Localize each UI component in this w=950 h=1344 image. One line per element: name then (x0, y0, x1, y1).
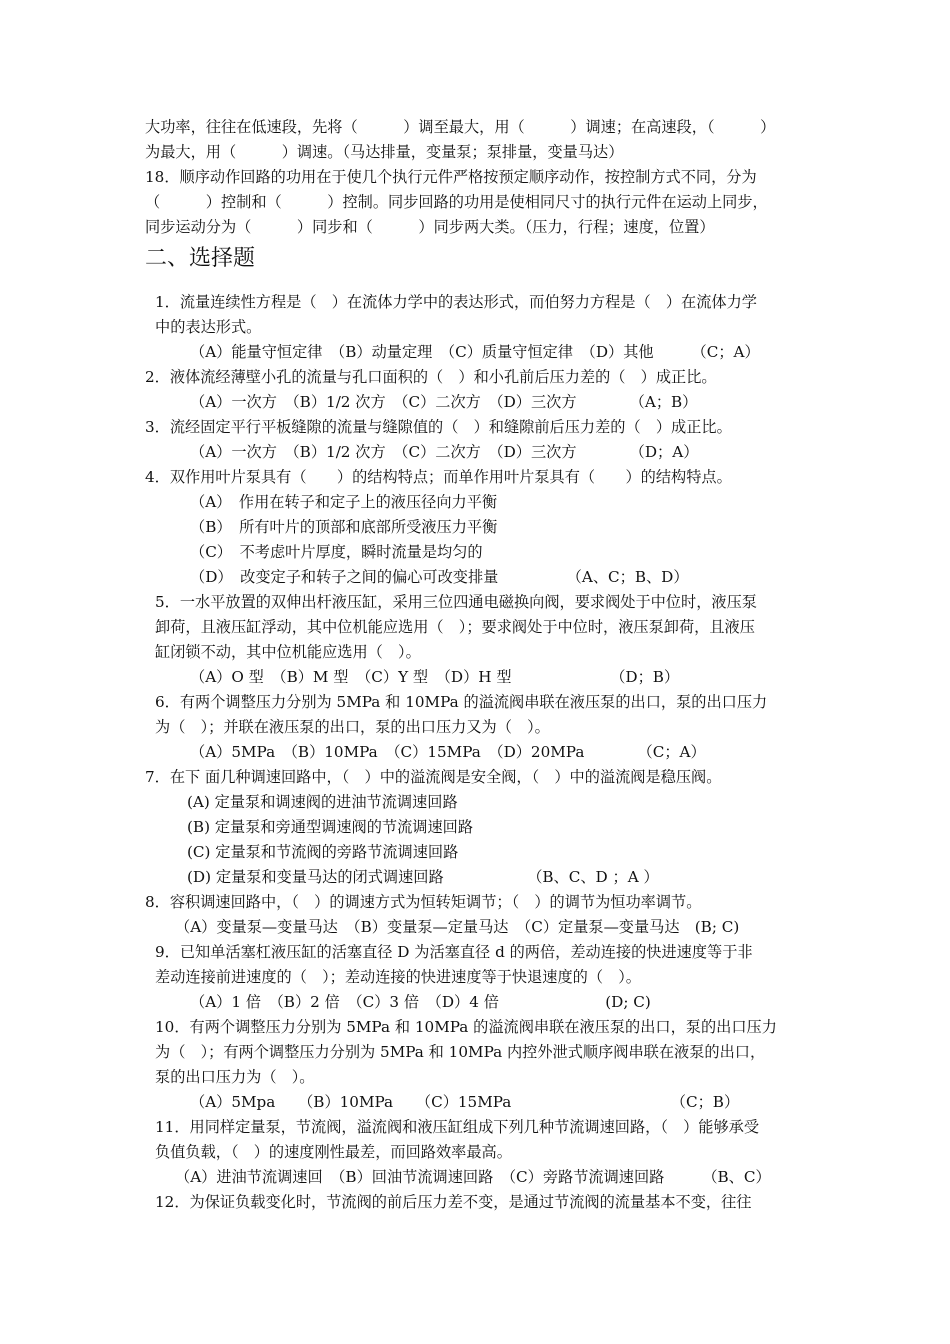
question-7-option-c: (C) 定量泵和节流阀的旁路节流调速回路 (187, 843, 459, 861)
question-1-line-2: 中的表达形式。 (155, 318, 262, 336)
question-11-options: （A）进油节流调速回 （B）回油节流调速回路 （C）旁路节流调速回路 （B、C） (175, 1168, 771, 1186)
question-2-line-1: 2．液体流经薄壁小孔的流量与孔口面积的（ ）和小孔前后压力差的（ ）成正比。 (145, 368, 717, 386)
question-5-line-1: 5．一水平放置的双伸出杆液压缸，采用三位四通电磁换向阀，要求阀处于中位时，液压泵 (155, 593, 757, 611)
question-9-options: （A）1 倍 （B）2 倍 （C）3 倍 （D）4 倍 (D; C) (190, 993, 651, 1011)
question-8-options: （A）变量泵—变量马达 （B）变量泵—定量马达 （C）定量泵—变量马达 (B; C) (175, 918, 740, 936)
question-11-line-1: 11．用同样定量泵，节流阀，溢流阀和液压缸组成下列几种节流调速回路，（ ）能够承受 (155, 1118, 760, 1136)
question-6-line-2: 为（ ）；并联在液压泵的出口，泵的出口压力又为（ ）。 (155, 718, 550, 736)
question-7-option-b: (B) 定量泵和旁通型调速阀的节流调速回路 (187, 818, 474, 836)
question-10-line-2: 为（ ）；有两个调整压力分别为 5MPa 和 10MPa 内控外泄式顺序阀串联在液泵的出口， (155, 1043, 766, 1061)
text-line-3: 18．顺序动作回路的功用在于使几个执行元件严格按预定顺序动作，按控制方式不同，分为 (145, 168, 757, 186)
text-line-2: 为最大，用（ ）调速。（马达排量，变量泵；泵排量，变量马达） (145, 143, 624, 161)
question-6-options: （A）5MPa （B）10MPa （C）15MPa （D）20MPa （C；A） (190, 743, 706, 761)
question-4-option-a: （A） 作用在转子和定子上的液压径向力平衡 (190, 493, 498, 511)
question-12-line-1: 12．为保证负载变化时，节流阀的前后压力差不变，是通过节流阀的流量基本不变，往往 (155, 1193, 752, 1211)
question-1-options: （A）能量守恒定律 （B）动量定理 （C）质量守恒定律 （D）其他 （C；A） (190, 343, 760, 361)
text-line-5: 同步运动分为（ ）同步和（ ）同步两大类。（压力，行程；速度，位置） (145, 218, 715, 236)
question-7-line-1: 7．在下 面几种调速回路中，（ ）中的溢流阀是安全阀，（ ）中的溢流阀是稳压阀。 (145, 768, 722, 786)
question-8-line-1: 8．容积调速回路中，（ ）的调速方式为恒转矩调节；（ ）的调节为恒功率调节。 (145, 893, 702, 911)
section-heading: 二、选择题 (145, 246, 256, 271)
question-7-option-a: (A) 定量泵和调速阀的进油节流调速回路 (187, 793, 458, 811)
question-4-option-d: （D） 改变定子和转子之间的偏心可改变排量 （A、C；B、D） (190, 568, 689, 586)
question-3-line-1: 3．流经固定平行平板缝隙的流量与缝隙值的（ ）和缝隙前后压力差的（ ）成正比。 (145, 418, 732, 436)
question-5-line-3: 缸闭锁不动，其中位机能应选用（ ）。 (155, 643, 421, 661)
question-9-line-1: 9．已知单活塞杠液压缸的活塞直径 D 为活塞直径 d 的两倍，差动连接的快进速度等于非 (155, 943, 753, 961)
question-7-option-d: (D) 定量泵和变量马达的闭式调速回路 （B、C、D ；A ） (187, 868, 659, 886)
question-4-line-1: 4．双作用叶片泵具有（ ）的结构特点；而单作用叶片泵具有（ ）的结构特点。 (145, 468, 732, 486)
question-10-line-1: 10．有两个调整压力分别为 5MPa 和 10MPa 的溢流阀串联在液压泵的出口，泵的出口压力 (155, 1018, 777, 1036)
question-2-options: （A）一次方 （B）1/2 次方 （C）二次方 （D）三次方 （A；B） (190, 393, 698, 411)
question-10-options: （A）5Mpa （B）10MPa （C）15MPa （C；B） (190, 1093, 740, 1111)
question-5-line-2: 卸荷，且液压缸浮动，其中位机能应选用（ ）；要求阀处于中位时，液压泵卸荷，且液压 (155, 618, 755, 636)
question-5-options: （A）O 型 （B）M 型 （C）Y 型 （D）H 型 （D；B） (190, 668, 680, 686)
question-10-line-3: 泵的出口压力为（ ）。 (155, 1068, 315, 1086)
question-11-line-2: 负值负载，（ ）的速度刚性最差，而回路效率最高。 (155, 1143, 512, 1161)
question-9-line-2: 差动连接前进速度的（ ）；差动连接的快进速度等于快退速度的（ ）。 (155, 968, 641, 986)
question-4-option-c: （C） 不考虑叶片厚度，瞬时流量是均匀的 (190, 543, 483, 561)
text-line-4: （ ）控制和（ ）控制。同步回路的功用是使相同尺寸的执行元件在运动上同步， (145, 193, 768, 211)
question-6-line-1: 6．有两个调整压力分别为 5MPa 和 10MPa 的溢流阀串联在液压泵的出口，泵的出口压力 (155, 693, 768, 711)
question-1-line-1: 1．流量连续性方程是（ ）在流体力学中的表达形式，而伯努力方程是（ ）在流体力学 (155, 293, 757, 311)
question-4-option-b: （B） 所有叶片的顶部和底部所受液压力平衡 (190, 518, 498, 536)
question-3-options: （A）一次方 （B）1/2 次方 （C）二次方 （D）三次方 （D；A） (190, 443, 699, 461)
text-line-1: 大功率，往往在低速段，先将（ ）调至最大，用（ ）调速；在高速段，（ ） (145, 118, 776, 136)
